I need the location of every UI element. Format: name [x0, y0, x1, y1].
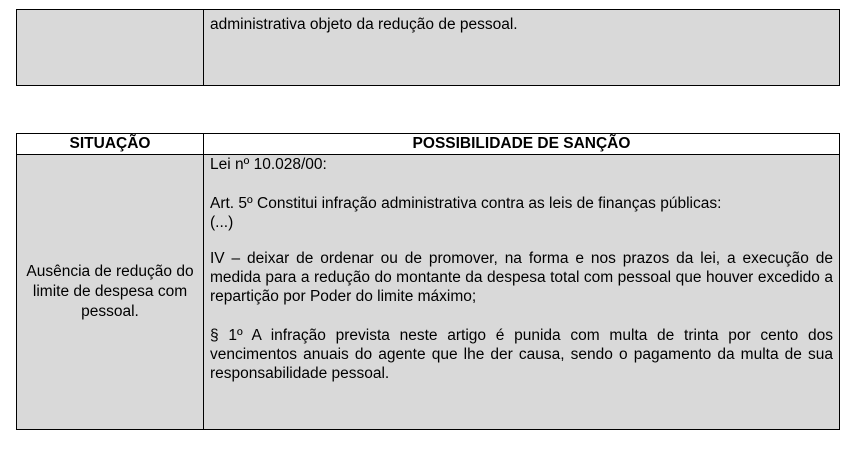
sanction-table: [16, 133, 840, 430]
table-cell-empty: [17, 10, 204, 86]
table-row: [17, 155, 840, 430]
top-table-fragment: [16, 9, 840, 86]
header-possibilidade-sancao: POSSIBILIDADE DE SANÇÃO: [204, 134, 840, 155]
situacao-cell: Ausência de redução do limite de despesa com pessoal.: [17, 155, 204, 430]
header-situacao: SITUAÇÃO: [17, 134, 204, 155]
table-header-row: [17, 134, 840, 155]
article-text: Art. 5º Constitui infração administrativa contra as leis de finanças públicas:: [210, 195, 722, 212]
lei-reference: Lei nº 10.028/00:: [210, 156, 327, 173]
ellipsis-text: (...): [210, 214, 234, 231]
paragraph-text: § 1º A infração prevista neste artigo é punida com multa de trinta por cento dos vencimentos anuais do agente que lhe der causa, sendo o pagamento da multa de sua responsabilidade pessoal.: [210, 327, 833, 382]
table-row: [17, 10, 840, 86]
sancao-cell: [204, 155, 840, 430]
inciso-text: IV – deixar de ordenar ou de promover, na forma e nos prazos da lei, a execução de medida para a redução do montante da despesa total com pessoal que houver excedido a repartição por Poder do limite máximo;: [210, 250, 833, 305]
table-cell-text: administrativa objeto da redução de pessoal.: [204, 10, 840, 86]
